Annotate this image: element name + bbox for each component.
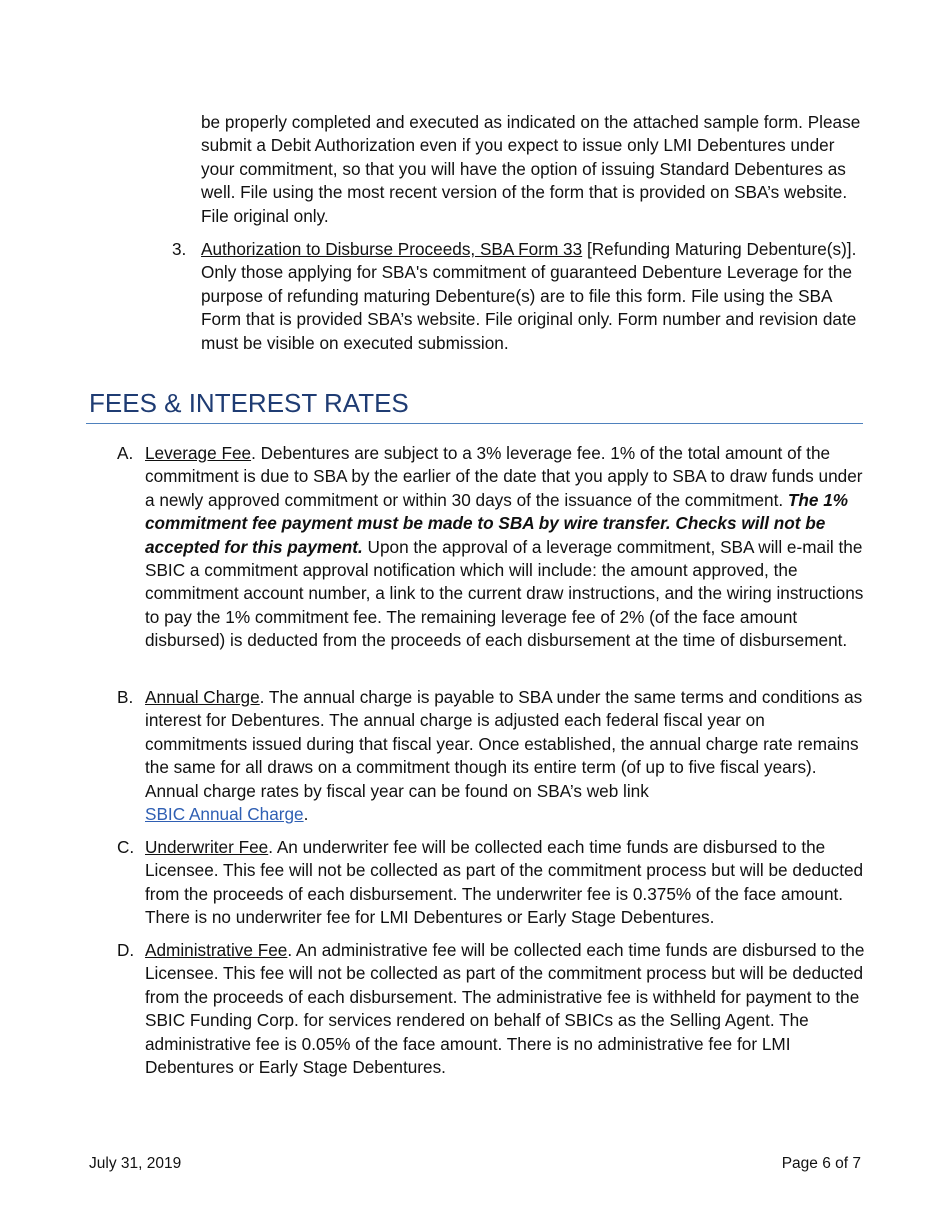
item-letter: D. [117,940,135,960]
footer-date: July 31, 2019 [89,1155,182,1172]
item-body [145,686,865,826]
item-letter: A. [117,443,134,463]
item-body [201,238,861,355]
item-text: . Debentures are subject to a 3% leverage fee. 1% of the total amount of the commitment is due to SBA by the earlier of the date that you apply to SBA to draw funds under a newly approved commitment or within 30 days of the issuance of the commitment. [145,443,863,510]
item-title: Underwriter Fee [145,837,269,857]
item-letter: C. [117,837,135,857]
intro-paragraph: be properly completed and executed as indicated on the attached sample form. Please submit a Debit Authorization even if you expect to issue only LMI Debentures under your commitment, so that you will have the option of issuing Standard Debentures as well. File using the most recent version of the form that is provided on SBA’s website. File original only. [201,112,861,226]
item-body [145,836,865,930]
item-text: . An underwriter fee will be collected each time funds are disbursed to the Licensee. This fee will not be collected as part of the commitment process but will be deducted from the proceeds of each disbursement. The underwriter fee is 0.375% of the face amount. There is no underwriter fee for LMI Debentures or Early Stage Debentures. [145,837,864,928]
item-title: Leverage Fee [145,443,252,463]
footer-page-number: Page 6 of 7 [781,1155,861,1172]
heading-divider [86,423,863,424]
sbic-annual-charge-link[interactable]: SBIC Annual Charge [145,804,304,825]
item-number: 3. [172,239,187,259]
item-title: Annual Charge [145,687,260,707]
form-33-title: Authorization to Disburse Proceeds, SBA Form 33 [201,239,583,259]
item-text: . The annual charge is payable to SBA under the same terms and conditions as interest for Debentures. The annual charge is adjusted each federal fiscal year on commitments issued during that fiscal year. Once established, the annual charge rate remains the same for all draws on a commitment though its entire term (of up to five fiscal years). Annual charge rates by fiscal year can be found on SBA’s web link [145,687,863,801]
section-heading: FEES & INTEREST RATES [89,388,409,418]
item-text-end: . [303,804,309,825]
item-body [145,939,865,1079]
item-text: . An administrative fee will be collected each time funds are disbursed to the Licensee. This fee will not be collected as part of the commitment process but will be deducted from the proceeds of each disbursement. The administrative fee is withheld for payment to the SBIC Funding Corp. for services rendered on behalf of SBICs as the Selling Agent. The administrative fee is 0.05% of the face amount. There is no administrative fee for LMI Debentures or Early Stage Debentures. [145,940,865,1078]
item-body [145,442,865,653]
item-text: [Refunding Maturing Debenture(s)]. Only those applying for SBA's commitment of guaranteed Debenture Leverage for the purpose of refunding maturing Debenture(s) are to file this form. File using the SBA Form that is provided SBA’s website. File original only. Form number and revision date must be visible on executed submission. [201,239,857,353]
item-text: Upon the approval of a leverage commitment, SBA will e-mail the SBIC a commitment approval notification which will include: the amount approved, the commitment account number, a link to the current draw instructions, and the wiring instructions to pay the 1% commitment fee. The remaining leverage fee of 2% (of the face amount disbursed) is deducted from the proceeds of each disbursement at the time of disbursement. [145,536,864,651]
item-letter: B. [117,687,134,707]
item-title: Administrative Fee [145,940,288,960]
wire-transfer-notice: The 1% commitment fee payment must be made to SBA by wire transfer. Checks will not be accepted for this payment. [145,489,849,557]
